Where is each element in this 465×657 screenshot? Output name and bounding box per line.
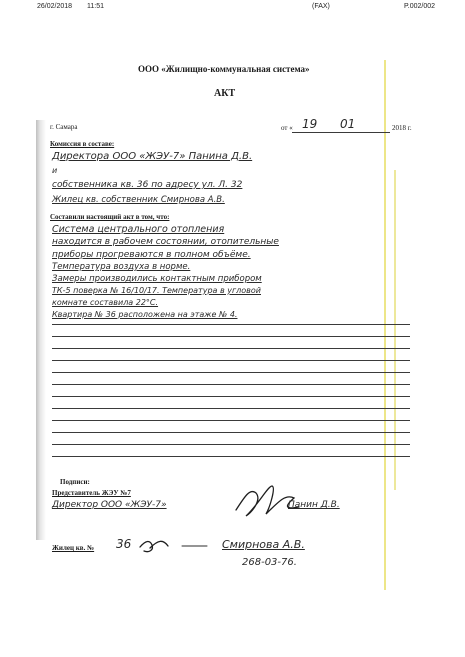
- statement-line: Температура воздуха в норме.: [52, 262, 191, 272]
- commission-label: Комиссия в составе:: [50, 140, 115, 148]
- statement-line: приборы прогреваются в полном объёме.: [52, 250, 251, 260]
- organization-title: ООО «Жилищно-коммунальная система»: [138, 64, 310, 74]
- date-day: 19: [302, 117, 318, 131]
- signatures-label: Подписи:: [60, 478, 90, 486]
- fax-mode: (FAX): [312, 3, 330, 10]
- representative-name: Панин Д.В.: [288, 500, 340, 510]
- date-month: 01: [340, 117, 356, 131]
- statement-line: комнате составила 22°С.: [52, 298, 159, 307]
- statement-line: находится в рабочем состоянии, отопительные: [52, 237, 279, 247]
- fax-date: 26/02/2018: [37, 3, 73, 10]
- date-year: 2018 г.: [392, 124, 412, 132]
- tenant-label: Жилец кв. №: [52, 544, 95, 552]
- statement-line: ТК-5 поверка № 16/10/17. Температура в угловой: [52, 286, 261, 295]
- representative-label: Представитель ЖЭУ №7: [52, 489, 131, 497]
- date-prefix: от «: [281, 124, 293, 132]
- statement-line: Квартира № 36 расположена на этаже № 4.: [52, 310, 238, 319]
- representative-text: Директор ООО «ЖЭУ-7»: [52, 500, 167, 510]
- commission-line: Директора ООО «ЖЭУ-7» Панина Д.В.: [52, 151, 253, 162]
- city-label: г. Самара: [50, 123, 78, 131]
- act-title: АКТ: [214, 88, 236, 99]
- commission-line: собственника кв. 36 по адресу ул. Л. 32: [52, 180, 243, 190]
- commission-line: и: [52, 166, 58, 175]
- tenant-name: Смирнова А.В.: [222, 538, 305, 551]
- statement-line: Замеры производились контактным прибором: [52, 274, 262, 284]
- tenant-apartment: 36: [116, 537, 132, 551]
- commission-line: Жилец кв. собственник Смирнова А.В.: [52, 195, 225, 205]
- fax-page-number: P.002/002: [404, 3, 436, 10]
- representative-signature: [236, 486, 299, 516]
- statement-label: Составили настоящий акт в том, что:: [50, 213, 170, 221]
- tenant-phone: 268-03-76.: [242, 557, 297, 568]
- statement-line: Система центрального отопления: [52, 224, 225, 235]
- fax-time: 11:51: [87, 3, 104, 10]
- tenant-signature: [140, 541, 168, 551]
